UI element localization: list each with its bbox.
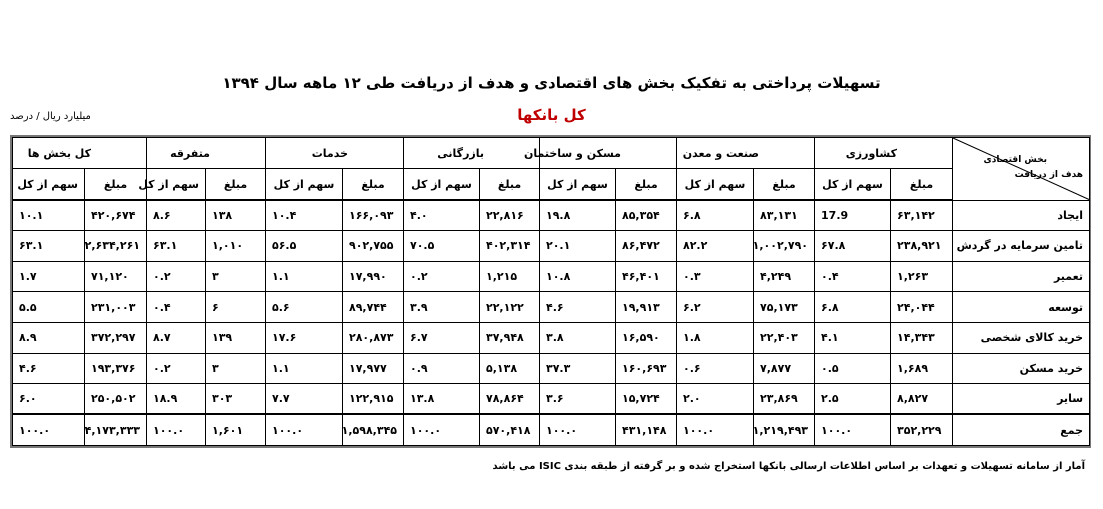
row-label: ایجاد: [953, 200, 1090, 231]
amount-cell: ۸۶,۴۷۲: [616, 231, 677, 262]
share-header: سهم از کل: [677, 169, 754, 201]
share-header: سهم از کل: [147, 169, 206, 201]
share-cell: ۲۰.۱: [540, 231, 616, 262]
amount-cell: ۸۳,۱۳۱: [754, 200, 815, 231]
share-header: سهم از کل: [404, 169, 480, 201]
share-cell: ۰.۳: [677, 261, 754, 292]
share-cell: ۷.۷: [266, 384, 343, 415]
share-cell: ۶.۷: [404, 322, 480, 353]
amount-cell: ۲۳۸,۹۲۱: [891, 231, 953, 262]
amount-cell: ۳۰۳: [206, 384, 266, 415]
amount-cell: ۸۹,۷۴۴: [343, 292, 404, 323]
share-cell: ۵.۵: [13, 292, 85, 323]
share-header: سهم از کل: [266, 169, 343, 201]
share-cell: ۴.۶: [13, 353, 85, 384]
share-header: سهم از کل: [13, 169, 85, 201]
amount-header: مبلغ: [480, 169, 540, 201]
amount-cell: ۱۳۹: [206, 322, 266, 353]
amount-cell: ۱۵,۷۲۴: [616, 384, 677, 415]
row-label: تامین سرمایه در گردش: [953, 231, 1090, 262]
sector-header: مسکن و ساختمان: [540, 138, 677, 169]
sector-header: متفرقه: [147, 138, 266, 169]
amount-header: مبلغ: [754, 169, 815, 201]
amount-cell: ۱۷,۹۹۰: [343, 261, 404, 292]
amount-cell: ۱,۰۰۲,۷۹۰: [754, 231, 815, 262]
facilities-table: [12, 137, 1090, 446]
amount-header: مبلغ: [206, 169, 266, 201]
table-row: [13, 353, 1090, 384]
share-cell: ۴.۰: [404, 200, 480, 231]
share-cell: ۶۷.۸: [815, 231, 891, 262]
amount-cell: ۷۵,۱۷۳: [754, 292, 815, 323]
amount-cell: ۱۷,۹۷۷: [343, 353, 404, 384]
amount-cell: ۱,۵۹۸,۳۴۵: [343, 414, 404, 445]
amount-cell: ۴,۲۴۹: [754, 261, 815, 292]
corner-purpose-label: هدف از دریافت: [1014, 169, 1084, 180]
share-cell: ۰.۲: [147, 353, 206, 384]
sector-header: بازرگانی: [404, 138, 540, 169]
share-cell: ۱۸.۹: [147, 384, 206, 415]
share-cell: ۴.۶: [540, 292, 616, 323]
share-cell: ۱۰۰.۰: [404, 414, 480, 445]
amount-cell: ۶: [206, 292, 266, 323]
amount-cell: ۲۸۰,۸۷۳: [343, 322, 404, 353]
amount-cell: ۲,۶۳۴,۲۶۱: [85, 231, 147, 262]
share-cell: ۵۶.۵: [266, 231, 343, 262]
share-cell: ۳.۹: [404, 292, 480, 323]
share-cell: ۱۷.۶: [266, 322, 343, 353]
share-cell: ۱۰.۴: [266, 200, 343, 231]
row-label: توسعه: [953, 292, 1090, 323]
amount-cell: ۲۲,۸۱۶: [480, 200, 540, 231]
table-row: [13, 384, 1090, 415]
amount-cell: ۱۲۲,۹۱۵: [343, 384, 404, 415]
amount-cell: ۳۷۲,۲۹۷: [85, 322, 147, 353]
amount-cell: ۶۳,۱۴۲: [891, 200, 953, 231]
share-cell: ۸.۶: [147, 200, 206, 231]
amount-cell: ۴۶,۴۰۱: [616, 261, 677, 292]
amount-cell: ۷۸,۸۶۴: [480, 384, 540, 415]
table-row: [13, 292, 1090, 323]
amount-cell: ۱,۲۱۹,۴۹۳: [754, 414, 815, 445]
share-cell: ۱.۷: [13, 261, 85, 292]
sector-header: کشاورزی: [815, 138, 953, 169]
share-cell: ۲.۰: [677, 384, 754, 415]
amount-cell: ۷,۸۷۷: [754, 353, 815, 384]
amount-cell: ۲۳,۸۶۹: [754, 384, 815, 415]
amount-cell: ۴۰۲,۳۱۴: [480, 231, 540, 262]
amount-cell: ۵,۱۳۸: [480, 353, 540, 384]
share-cell: ۱۰۰.۰: [266, 414, 343, 445]
share-cell: ۶.۲: [677, 292, 754, 323]
share-cell: ۴.۱: [815, 322, 891, 353]
share-cell: ۱۰۰.۰: [815, 414, 891, 445]
amount-cell: ۱۶۶,۰۹۳: [343, 200, 404, 231]
share-cell: ۱.۱: [266, 353, 343, 384]
table-row: [13, 261, 1090, 292]
table-row: [13, 322, 1090, 353]
share-header: سهم از کل: [815, 169, 891, 201]
share-cell: ۱۹.۸: [540, 200, 616, 231]
share-cell: ۶.۸: [677, 200, 754, 231]
share-cell: ۱.۱: [266, 261, 343, 292]
share-cell: ۶.۸: [815, 292, 891, 323]
share-cell: ۱۰۰.۰: [540, 414, 616, 445]
amount-cell: ۱۶,۵۹۰: [616, 322, 677, 353]
share-cell: ۱۰۰.۰: [677, 414, 754, 445]
share-cell: ۸.۹: [13, 322, 85, 353]
amount-cell: ۳۷,۹۴۸: [480, 322, 540, 353]
amount-header: مبلغ: [85, 169, 147, 201]
amount-cell: ۱,۲۱۵: [480, 261, 540, 292]
share-cell: ۰.۲: [147, 261, 206, 292]
corner-header: [953, 138, 1090, 201]
table-row: [13, 231, 1090, 262]
amount-header: مبلغ: [891, 169, 953, 201]
unit-label: میلیارد ریال / درصد: [10, 111, 91, 122]
corner-sector-label: بخش اقتصادی: [983, 155, 1048, 165]
share-cell: ۵.۶: [266, 292, 343, 323]
share-cell: ۰.۴: [147, 292, 206, 323]
row-label: سایر: [953, 384, 1090, 415]
share-cell: ۰.۲: [404, 261, 480, 292]
amount-cell: ۸۵,۳۵۴: [616, 200, 677, 231]
amount-cell: ۷۱,۱۲۰: [85, 261, 147, 292]
share-cell: ۶۳.۱: [147, 231, 206, 262]
amount-cell: ۱۹,۹۱۳: [616, 292, 677, 323]
table-subtitle: کل بانکها: [517, 106, 586, 124]
share-cell: ۷۰.۵: [404, 231, 480, 262]
share-cell: ۱.۸: [677, 322, 754, 353]
share-cell: ۰.۹: [404, 353, 480, 384]
row-label: جمع: [953, 414, 1090, 445]
sector-header: خدمات: [266, 138, 404, 169]
amount-cell: ۹۰۲,۷۵۵: [343, 231, 404, 262]
amount-cell: ۲۵۰,۵۰۲: [85, 384, 147, 415]
amount-cell: ۲۳۱,۰۰۳: [85, 292, 147, 323]
amount-cell: ۲۲,۱۲۲: [480, 292, 540, 323]
share-cell: ۸۲.۲: [677, 231, 754, 262]
share-cell: ۲.۵: [815, 384, 891, 415]
share-cell: ۸.۷: [147, 322, 206, 353]
share-header: سهم از کل: [540, 169, 616, 201]
amount-cell: ۱۴,۳۴۳: [891, 322, 953, 353]
amount-cell: ۱,۶۸۹: [891, 353, 953, 384]
row-label: خرید مسکن: [953, 353, 1090, 384]
amount-cell: ۳: [206, 261, 266, 292]
amount-cell: ۲۴,۰۴۴: [891, 292, 953, 323]
amount-cell: ۸,۸۲۷: [891, 384, 953, 415]
table-row: [13, 200, 1090, 231]
share-cell: ۱۰.۱: [13, 200, 85, 231]
table-title: تسهیلات پرداختی به تفکیک بخش های اقتصادی و هدف از دریافت طی ۱۲ ماهه سال ۱۳۹۴: [222, 74, 881, 92]
amount-cell: ۱,۲۶۳: [891, 261, 953, 292]
share-cell: ۰.۶: [677, 353, 754, 384]
row-label: تعمیر: [953, 261, 1090, 292]
amount-cell: ۱۶۰,۶۹۳: [616, 353, 677, 384]
share-cell: 17.9: [815, 200, 891, 231]
amount-cell: ۱۹۳,۳۷۶: [85, 353, 147, 384]
amount-cell: ۲۲,۴۰۳: [754, 322, 815, 353]
row-label: خرید کالای شخصی: [953, 322, 1090, 353]
share-cell: ۶۳.۱: [13, 231, 85, 262]
share-cell: ۱۰۰.۰: [147, 414, 206, 445]
amount-cell: ۱,۶۰۱: [206, 414, 266, 445]
amount-header: مبلغ: [343, 169, 404, 201]
share-cell: ۰.۵: [815, 353, 891, 384]
share-cell: ۱۰.۸: [540, 261, 616, 292]
amount-cell: ۱۳۸: [206, 200, 266, 231]
sector-header: صنعت و معدن: [677, 138, 815, 169]
share-cell: ۱۳.۸: [404, 384, 480, 415]
amount-cell: ۴۳۱,۱۴۸: [616, 414, 677, 445]
amount-cell: ۱,۰۱۰: [206, 231, 266, 262]
share-cell: ۳.۶: [540, 384, 616, 415]
amount-cell: ۳۵۲,۲۲۹: [891, 414, 953, 445]
amount-cell: ۴,۱۷۳,۳۳۳: [85, 414, 147, 445]
footnote: آمار از سامانه تسهیلات و تعهدات بر اساس اطلاعات ارسالی بانکها استخراج شده و بر گرفته از طبقه بندی ISIC می باشد: [492, 461, 1085, 472]
total-row: [13, 414, 1090, 445]
share-cell: ۶.۰: [13, 384, 85, 415]
amount-cell: ۳: [206, 353, 266, 384]
share-cell: ۰.۴: [815, 261, 891, 292]
share-cell: ۳۷.۳: [540, 353, 616, 384]
amount-cell: ۴۲۰,۶۷۴: [85, 200, 147, 231]
share-cell: ۱۰۰.۰: [13, 414, 85, 445]
sector-header: کل بخش ها: [13, 138, 147, 169]
amount-cell: ۵۷۰,۴۱۸: [480, 414, 540, 445]
share-cell: ۳.۸: [540, 322, 616, 353]
amount-header: مبلغ: [616, 169, 677, 201]
